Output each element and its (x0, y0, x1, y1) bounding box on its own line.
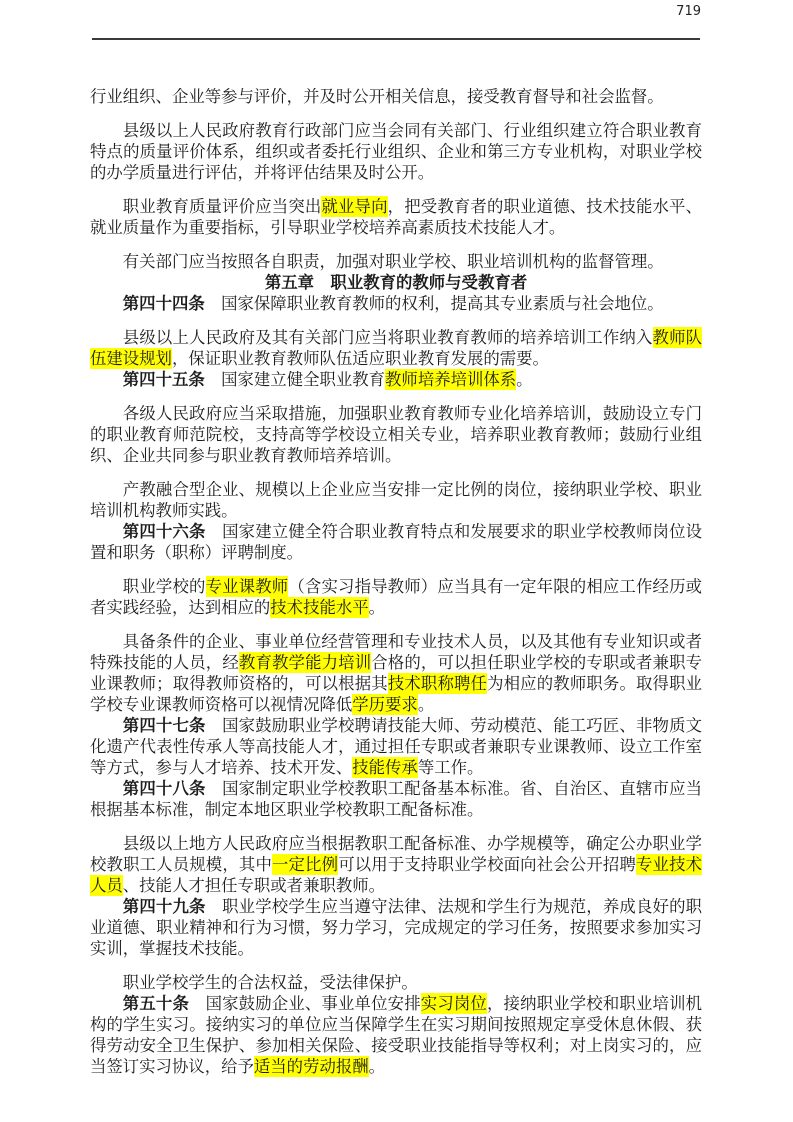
article-50-paragraph (90, 993, 702, 1077)
text-run: 职业学校的 (122, 577, 206, 596)
body-paragraph-supervision (90, 251, 702, 272)
text-run: （含实习指导教师）应当具有一定年限的相应工作经历或者实践经验，达到相应的 (90, 577, 703, 617)
text-run: 各级人民政府应当采取措施，加强职业教育教师专业化培养培训，鼓励设立专门的职业教育师范院校，支持高等学校设立相关专业，培养职业教育教师；鼓励行业组织、企业共同参与职业教育教师培养培训。 (90, 404, 702, 465)
article-48-paragraph (90, 778, 702, 820)
highlighted-text: 技术技能水平 (270, 598, 369, 617)
article-number: 第四十四条 (122, 294, 205, 313)
body-paragraph-quality-evaluation (90, 196, 702, 238)
highlighted-text: 就业导向 (321, 197, 388, 216)
article-number: 第五十条 (122, 994, 190, 1013)
article-number: 第四十六条 (122, 522, 206, 541)
article-47-paragraph (90, 715, 702, 778)
highlighted-text: 教师培养培训体系 (385, 370, 517, 389)
text-run: 国家保障职业教育教师的权利，提高其专业素质与社会地位。 (204, 294, 664, 313)
highlighted-text: 技术职称聘任 (387, 674, 488, 693)
text-run: 国家鼓励职业学校聘请技能大师、劳动模范、能工巧匠、非物质文化遗产代表性传承人等高技能人才，通过担任专职或者兼职专业课教师、设立工作室等方式，参与人才培养、技术开发、 (90, 716, 703, 777)
text-run: 国家制定职业学校教职工配备基本标准。省、自治区、直辖市应当根据基本标准，制定本地区职业学校教职工配备标准。 (90, 779, 703, 819)
article-number: 第四十九条 (122, 897, 206, 916)
article-number: 第四十七条 (122, 716, 206, 735)
body-paragraph-quality-system (90, 120, 702, 183)
text-run: 可以用于支持职业学校面向社会公开招聘 (338, 855, 636, 874)
text-run: 产教融合型企业、规模以上企业应当安排一定比例的岗位，接纳职业学校、职业培训机构教师实践。 (90, 480, 702, 520)
highlighted-text: 技能传承 (352, 758, 418, 777)
text-run: 国家建立健全职业教育 (204, 370, 386, 389)
chapter-5-heading (90, 272, 702, 293)
text-run: ，把受教育者的职业道德、技术技能水平、就业质量作为重要指标，引导职业学校培养高素质技术技能人才。 (90, 197, 703, 237)
body-paragraph-qualified-personnel (90, 631, 702, 715)
article-46-paragraph (90, 521, 702, 563)
text-run: 行业组织、企业等参与评价，并及时公开相关信息，接受教育督导和社会监督。 (90, 87, 664, 106)
text-run: 县级以上人民政府及其有关部门应当将职业教育教师的培养培训工作纳入 (122, 328, 653, 347)
article-49-paragraph (90, 896, 702, 959)
text-run: 合格的，可以担任职业学校的专职或者兼职专业课教师；取得教师资格的，可以根据其 (90, 653, 703, 693)
body-paragraph-enterprise-posts (90, 479, 702, 521)
article-44-paragraph (90, 293, 702, 314)
header-rule (92, 38, 700, 40)
body-paragraph-staff-scale (90, 833, 702, 896)
text-run: 、技能人才担任专职或者兼职教师。 (122, 876, 386, 895)
text-run: 第五章 职业教育的教师与受教育者 (264, 273, 528, 292)
article-45-paragraph (90, 369, 702, 390)
highlighted-text: 教育教学能力培训 (238, 653, 372, 672)
text-run: 职业学校学生的合法权益，受法律保护。 (122, 973, 418, 992)
body-paragraph-continued (90, 86, 702, 107)
text-run: 国家鼓励企业、事业单位安排 (189, 994, 421, 1013)
highlighted-text: 实习岗位 (420, 994, 487, 1013)
text-run: 等工作。 (417, 758, 484, 777)
body-paragraph-professional-teachers (90, 576, 702, 618)
text-run: ，保证职业教育教师队伍适应职业教育发展的需要。 (171, 349, 549, 368)
text-run: 。 (516, 370, 533, 389)
page-number: 719 (676, 4, 701, 19)
text-run: 。 (417, 695, 435, 714)
highlighted-text: 专业技术人员 (90, 855, 703, 895)
text-run: 。 (368, 598, 386, 617)
text-run: 国家建立健全符合职业教育特点和发展要求的职业学校教师岗位设置和职务（职称）评聘制度。 (90, 522, 703, 562)
body-paragraph-teacher-training (90, 403, 702, 466)
text-run: 县级以上人民政府教育行政部门应当会同有关部门、行业组织建立符合职业教育特点的质量评价体系，组织或者委托行业组织、企业和第三方专业机构，对职业学校的办学质量进行评估，并将评估结果及时公开。 (90, 121, 702, 182)
text-run: 为相应的教师职务。取得职业学校专业课教师资格可以视情况降低 (90, 674, 703, 714)
article-number: 第四十五条 (122, 370, 205, 389)
text-run: 职业学校学生应当遵守法律、法规和学生行为规范，养成良好的职业道德、职业精神和行为习惯，努力学习，完成规定的学习任务，按照要求参加实习实训，掌握技术技能。 (90, 897, 703, 958)
body-paragraph-student-rights (90, 972, 702, 993)
text-run: 具备条件的企业、事业单位经营管理和专业技术人员，以及其他有专业知识或者特殊技能的人员，经 (90, 632, 702, 672)
text-run: 。 (368, 1057, 386, 1076)
highlighted-text: 一定比例 (272, 855, 339, 874)
highlighted-text: 适当的劳动报酬 (253, 1057, 369, 1076)
body-paragraph-teacher-plan (90, 327, 702, 369)
text-run: 县级以上地方人民政府应当根据教职工配备标准、办学规模等，确定公办职业学校教职工人员规模，其中 (90, 834, 702, 874)
text-run: ，接纳职业学校和职业培训机构的学生实习。接纳实习的单位应当保障学生在实习期间按照规定享受休息休假、获得劳动安全卫生保护、参加相关保险、接受职业技能指导等权利；对上岗实习的，应当签订实习协议，给予 (90, 994, 703, 1076)
highlighted-text: 学历要求 (352, 695, 418, 714)
document-body (90, 86, 702, 1077)
highlighted-text: 教师队伍建设规划 (90, 328, 703, 368)
highlighted-text: 专业课教师 (205, 577, 289, 596)
text-run: 职业教育质量评价应当突出 (122, 197, 322, 216)
text-run: 有关部门应当按照各自职责，加强对职业学校、职业培训机构的监督管理。 (122, 252, 664, 271)
article-number: 第四十八条 (122, 779, 206, 798)
